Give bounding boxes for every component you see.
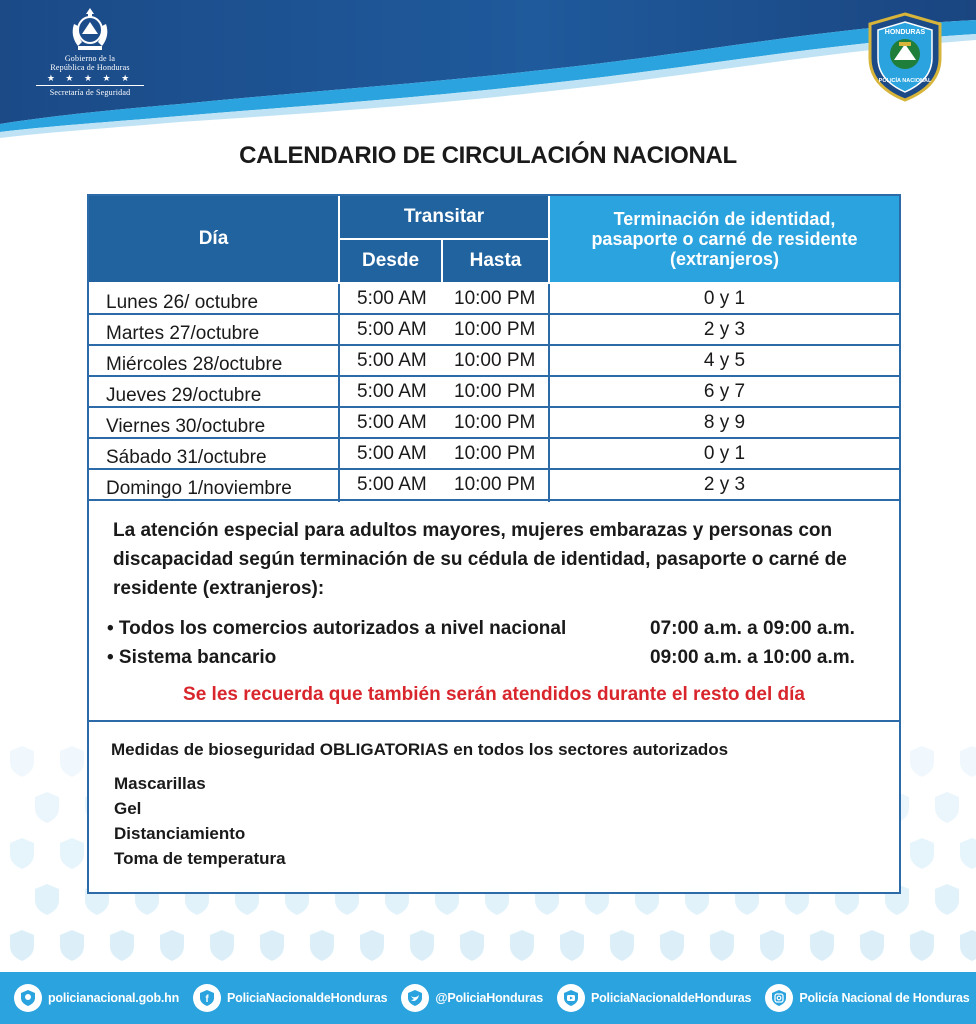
police-badge-top-text: HONDURAS [884,29,926,36]
background-shield [610,930,634,961]
background-shield [10,930,34,961]
header-desde: Desde [340,240,441,282]
background-shield [35,792,59,823]
background-shield [960,746,976,777]
cell-terminacion: 6 y 7 [703,380,746,402]
footer-social-bar [0,972,976,1024]
gov-logo-line3: Secretaría de Seguridad [49,88,131,97]
police-badge-icon [866,12,944,102]
cell-dia: Viernes 30/octubre [106,415,266,437]
header-dia: Día [89,196,338,282]
footer-link-text: PoliciaNacionaldeHonduras [590,991,752,1005]
table-row [89,284,899,315]
footer-link-instagram[interactable] [765,984,969,1012]
svg-text:f: f [205,994,209,1005]
cell-hasta: 10:00 PM [454,287,536,309]
youtube-icon [557,984,585,1012]
cell-desde: 5:00 AM [357,380,427,402]
background-shield [910,746,934,777]
special-attention-intro: La atención especial para adultos mayores, mujeres embarazas y personas con discapacidad según terminación de su cédula de identidad, pasaporte o carné de residente (extranjeros): [113,520,847,599]
cell-desde: 5:00 AM [357,318,427,340]
twitter-icon [401,984,429,1012]
table-row [89,408,899,439]
background-shield [210,930,234,961]
background-shield [510,930,534,961]
cell-desde: 5:00 AM [357,442,427,464]
list-item: Mascarillas [114,774,206,793]
cell-desde: 5:00 AM [357,349,427,371]
biosecurity-list [114,771,286,871]
police-badge-bottom-text: POLICÍA NACIONAL [878,78,932,84]
background-shield [960,838,976,869]
background-shield [360,930,384,961]
list-item: Distanciamiento [114,824,246,843]
background-shield [810,930,834,961]
background-shield [10,746,34,777]
background-shield [410,930,434,961]
cell-dia: Domingo 1/noviembre [106,477,292,499]
background-shield [10,838,34,869]
footer-link-text: Policía Nacional de Honduras [799,991,970,1005]
cell-terminacion: 2 y 3 [703,473,746,495]
gov-logo-line2: República de Honduras [50,63,130,72]
background-shield [910,930,934,961]
cell-hasta: 10:00 PM [454,411,536,433]
cell-hasta: 10:00 PM [454,442,536,464]
service-time: 09:00 a.m. a 10:00 a.m. [650,647,855,668]
footer-link-twitter[interactable] [401,984,543,1012]
background-shield [310,930,334,961]
footer-link-text: PoliciaNacionaldeHonduras [227,991,388,1005]
header-terminacion: Terminación de identidad, pasaporte o carné de residente (extranjeros) [550,196,899,282]
footer-link-text: policianacional.gob.hn [48,991,180,1005]
background-shield [560,930,584,961]
background-shield [660,930,684,961]
background-shield [260,930,284,961]
instagram-icon [765,984,793,1012]
background-shield [60,930,84,961]
background-shield [935,884,959,915]
footer-link-website[interactable] [14,984,179,1012]
facebook-icon [193,984,221,1012]
cell-dia: Lunes 26/ octubre [106,291,259,313]
table-row [89,470,899,501]
table-row [89,439,899,470]
cell-hasta: 10:00 PM [454,318,536,340]
table-row [89,315,899,346]
government-logo [30,6,150,116]
gov-logo-rule [36,85,144,86]
cell-hasta: 10:00 PM [454,380,536,402]
cell-hasta: 10:00 PM [454,473,536,495]
background-shield [910,838,934,869]
cell-terminacion: 0 y 1 [703,287,746,309]
background-shield [710,930,734,961]
cell-desde: 5:00 AM [357,411,427,433]
page-title: CALENDARIO DE CIRCULACIÓN NACIONAL [239,142,737,169]
list-item: Gel [114,799,142,818]
service-time: 07:00 a.m. a 09:00 a.m. [650,618,855,639]
gov-logo-stars: ★ ★ ★ ★ ★ [46,73,134,83]
background-shield [860,930,884,961]
table-row [89,346,899,377]
website-icon [14,984,42,1012]
footer-link-text: @PoliciaHonduras [435,991,543,1005]
cell-terminacion: 4 y 5 [703,349,746,371]
service-item [107,647,897,675]
background-shield [960,930,976,961]
background-shield [60,838,84,869]
footer-link-youtube[interactable] [557,984,751,1012]
reminder-text: Se les recuerda que también serán atendidos durante el resto del día [183,684,805,705]
special-attention-section [89,504,899,722]
background-shield [35,884,59,915]
cell-hasta: 10:00 PM [454,349,536,371]
schedule-frame [87,194,901,894]
gov-logo-line1: Gobierno de la [64,54,116,63]
schedule-rows [89,284,899,501]
background-shield [60,746,84,777]
cell-terminacion: 2 y 3 [703,318,746,340]
background-shield [160,930,184,961]
background-shield [935,792,959,823]
background-shield [460,930,484,961]
cell-desde: 5:00 AM [357,287,427,309]
footer-link-facebook[interactable] [193,984,387,1012]
service-name: • Todos los comercios autorizados a nivel nacional [107,618,567,639]
cell-terminacion: 8 y 9 [703,411,746,433]
cell-dia: Jueves 29/octubre [106,384,262,406]
cell-dia: Martes 27/octubre [106,322,260,344]
header-transitar: Transitar [340,196,548,238]
background-shield [760,930,784,961]
cell-dia: Sábado 31/octubre [106,446,267,468]
background-shield [110,930,134,961]
biosecurity-section [89,724,899,892]
coat-of-arms-icon [68,6,112,54]
header-hasta: Hasta [443,240,548,282]
cell-desde: 5:00 AM [357,473,427,495]
cell-dia: Miércoles 28/octubre [106,353,283,375]
biosecurity-heading: Medidas de bioseguridad OBLIGATORIAS en todos los sectores autorizados [111,740,729,759]
service-name: • Sistema bancario [107,647,277,668]
table-row [89,377,899,408]
service-item [107,618,897,646]
list-item: Toma de temperatura [114,849,286,868]
cell-terminacion: 0 y 1 [703,442,746,464]
